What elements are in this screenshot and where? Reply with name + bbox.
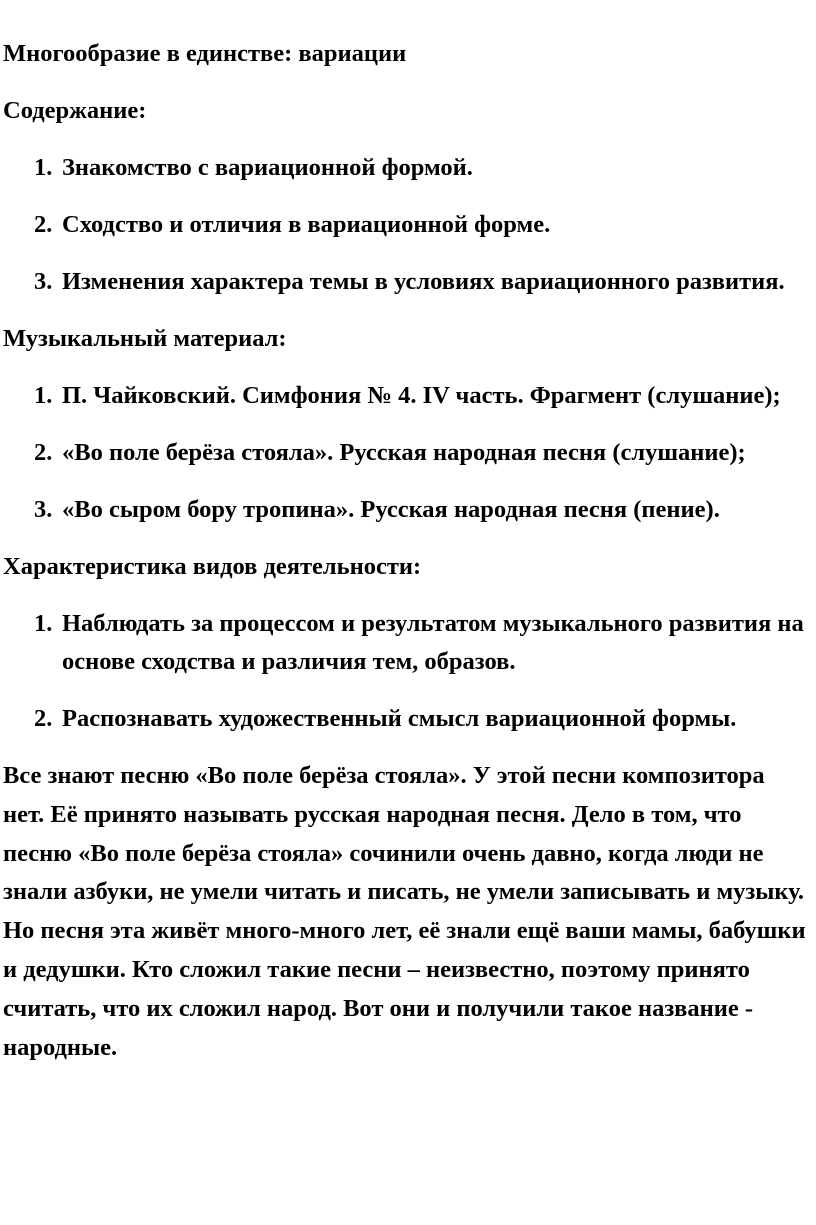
list-item-text: П. Чайковский. Симфония № 4. IV часть. Фрагмент (слушание); — [62, 382, 781, 409]
list-item — [3, 434, 816, 472]
list-item-text: Сходство и отличия в вариационной форме. — [62, 211, 551, 238]
list-item — [3, 491, 816, 529]
list-item — [3, 206, 816, 244]
list-item-text: «Во сыром бору тропина». Русская народная песня (пение). — [62, 496, 720, 523]
list-number: 1. — [34, 154, 53, 181]
list-item — [3, 149, 816, 187]
activities-heading: Характеристика видов деятельности: — [3, 553, 422, 580]
body-paragraph: Все знают песню «Во поле берёза стояла». У этой песни композитора нет. Её принято называть русская народная песня. Дело в том, что песню «Во поле берёза стояла» сочинили очень давно, когда люди не знали азбуки, не умели читать и писать, не умели записывать и музыку. Но песня эта живёт много-много лет, её знали ещё ваши мамы, бабушки и дедушки. Кто сложил такие песни – неизвестно, поэтому принято считать, что их сложил народ. Вот они и получили такое название - народные. — [3, 762, 806, 1061]
list-item — [3, 377, 816, 415]
list-item — [3, 605, 816, 681]
content-heading: Содержание: — [3, 97, 147, 124]
list-item-text: Наблюдать за процессом и результатом музыкального развития на основе сходства и различия тем, образов. — [62, 610, 804, 675]
list-number: 3. — [34, 496, 53, 523]
list-item-text: Распознавать художественный смысл вариационной формы. — [62, 705, 737, 732]
music-heading: Музыкальный материал: — [3, 325, 287, 352]
music-list — [3, 377, 816, 529]
list-number: 3. — [34, 268, 53, 295]
activities-list — [3, 605, 816, 738]
list-item-text: Знакомство с вариационной формой. — [62, 154, 473, 181]
page-title: Многообразие в единстве: вариации — [3, 40, 407, 67]
list-number: 1. — [34, 382, 53, 409]
list-item-text: «Во поле берёза стояла». Русская народная песня (слушание); — [62, 439, 746, 466]
list-number: 1. — [34, 610, 53, 637]
list-number: 2. — [34, 439, 53, 466]
list-item — [3, 700, 816, 738]
list-item-text: Изменения характера темы в условиях вариационного развития. — [62, 268, 785, 295]
list-item — [3, 263, 816, 301]
list-number: 2. — [34, 705, 53, 732]
content-list — [3, 149, 816, 301]
list-number: 2. — [34, 211, 53, 238]
